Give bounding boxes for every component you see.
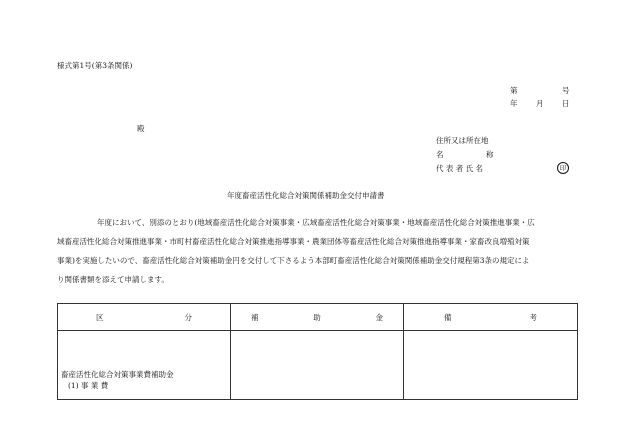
row-category-cell — [58, 331, 231, 400]
applicant-representative-label: 代 表 者 氏 名 — [436, 164, 484, 173]
applicant-address-label: 住所又は所在地 — [436, 136, 489, 145]
header-subsidy — [231, 304, 404, 331]
date-year: 年 — [510, 99, 518, 108]
header-category-char-1: 区 — [96, 312, 104, 322]
applicant-name-label-1: 名 — [436, 150, 444, 159]
subsidy-table — [57, 303, 578, 400]
header-remarks — [404, 304, 578, 331]
body-text — [57, 213, 577, 289]
addressee-suffix: 殿 — [137, 124, 145, 133]
header-category-char-2: 分 — [184, 312, 192, 322]
body-line-4: り関係書類を添えて申請します。 — [57, 275, 169, 284]
doc-number-prefix: 第 — [510, 86, 518, 95]
table-header-row — [58, 304, 578, 331]
applicant-name-label-2: 称 — [486, 150, 494, 159]
header-remarks-char-2: 考 — [529, 312, 537, 322]
header-remarks-char-1: 備 — [444, 312, 452, 322]
header-subsidy-char-1: 補 — [251, 312, 259, 322]
row-category-line-1: 畜産活性化総合対策事業費補助金 — [61, 370, 174, 379]
date-month: 月 — [536, 99, 544, 108]
body-line-1: 年度において、別添のとおり(地域畜産活性化総合対策事業・広域畜産活性化総合対策事業・地域畜産活性化総合対策推進事業・広 — [97, 218, 535, 227]
document-title: 年度畜産活性化総合対策関係補助金交付申請書 — [227, 191, 385, 200]
row-category-line-2: (1) 事 業 費 — [68, 381, 109, 390]
form-number: 様式第1号(第3条関係) — [57, 61, 133, 70]
doc-number-suffix: 号 — [562, 86, 570, 95]
header-subsidy-char-2: 助 — [313, 312, 321, 322]
header-subsidy-char-3: 金 — [375, 312, 383, 322]
date-day: 日 — [562, 99, 570, 108]
header-category — [58, 304, 231, 331]
body-line-2: 域畜産活性化総合対策推進事業・市町村畜産活性化総合対策推進指導事業・農業団体等畜産活性化総合対策推進指導事業・家畜改良増殖対策 — [57, 237, 530, 246]
seal-mark: 印 — [557, 162, 569, 174]
row-subsidy-cell — [231, 331, 404, 400]
row-remarks-cell — [404, 331, 578, 400]
body-line-3: 事業)を実施したいので、畜産活性化総合対策補助金円を交付して下さるよう本部町畜産活性化総合対策関係補助金交付規程第3条の規定によ — [57, 256, 530, 265]
table-row — [58, 331, 578, 400]
